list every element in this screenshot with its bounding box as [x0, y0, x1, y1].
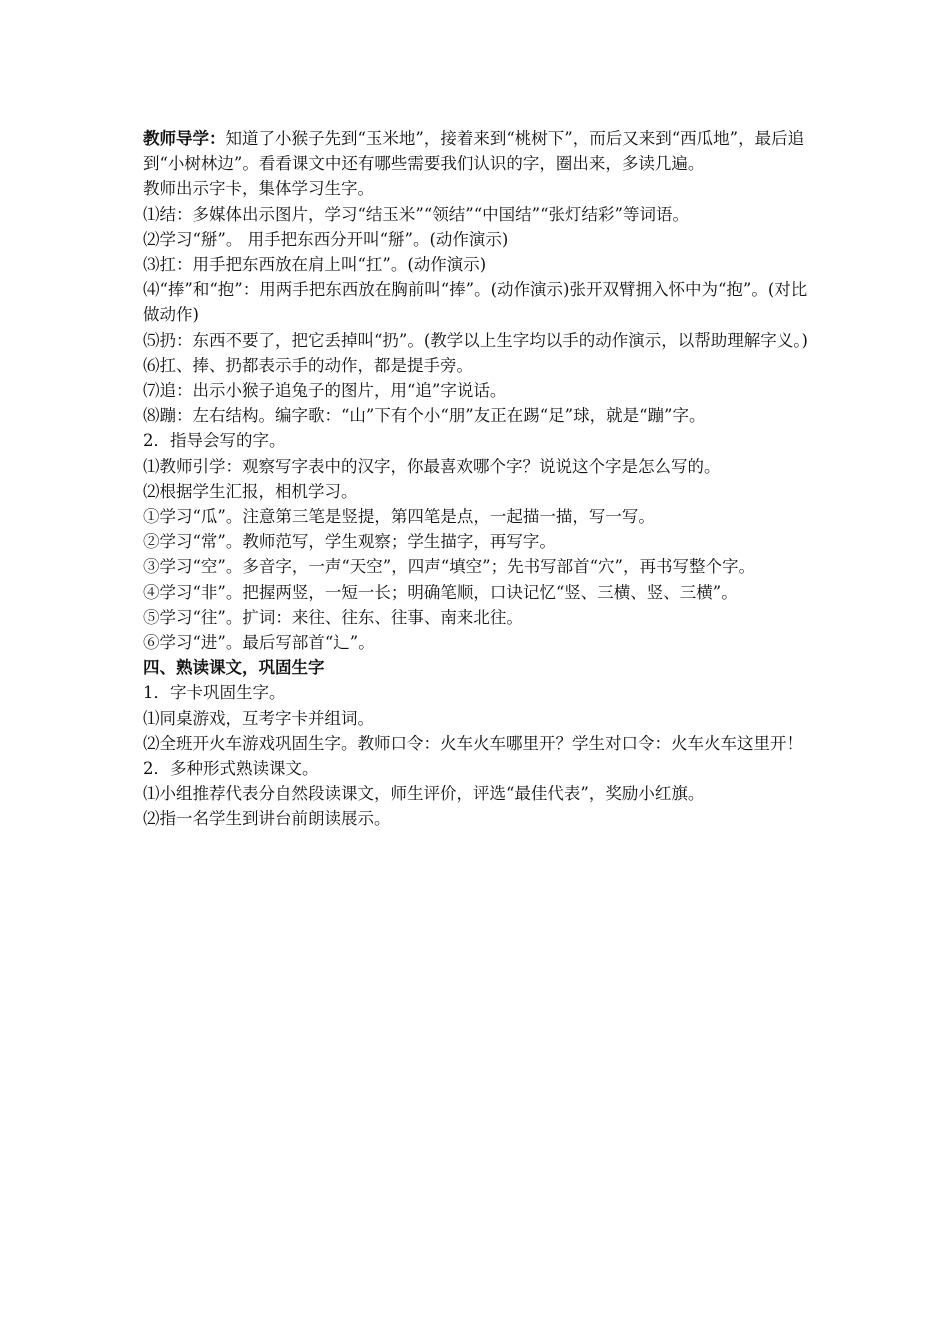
text-line: ⑹扛、捧、扔都表示手的动作，都是提手旁。 — [143, 355, 473, 375]
intro-text: 知道了小猴子先到“玉米地”，接着来到“桃树下”，而后又来到“西瓜地”，最后追到“小树林边”。看看课文中还有哪些需要我们认识的字，圈出来，多读几遍。 — [143, 129, 805, 174]
text-line: ⑴教师引学：观察写字表中的汉字，你最喜欢哪个字？说说这个字是怎么写的。 — [143, 456, 721, 476]
text-line: ⑶扛：用手把东西放在肩上叫“扛”。(动作演示) — [143, 255, 487, 275]
text-line: ④学习“非”。把握两竖，一短一长；明确笔顺，口诀记忆“竖、三横、竖、三横”。 — [143, 582, 738, 602]
text-line: ⑴小组推荐代表分自然段读课文，师生评价，评选“最佳代表”，奖励小红旗。 — [143, 784, 705, 804]
text-line: ⑴结：多媒体出示图片，学习“结玉米”“领结”“中国结”“张灯结彩”等词语。 — [143, 204, 689, 224]
text-line: 2．多种形式熟读课文。 — [143, 759, 319, 779]
text-line: ⑵学习“掰”。 用手把东西分开叫“掰”。(动作演示) — [143, 229, 509, 249]
text-line: ⑸扔：东西不要了，把它丢掉叫“扔”。(教学以上生字均以手的动作演示，以帮助理解字义。) — [143, 330, 808, 350]
text-line: ⑥学习“进”。最后写部首“辶”。 — [143, 633, 375, 653]
text-line: ⑤学习“往”。扩词：来往、往东、往事、南来北往。 — [143, 607, 523, 627]
text-line: ⑵指一名学生到讲台前朗读展示。 — [143, 809, 391, 829]
intro-lead: 教师导学： — [143, 129, 226, 148]
text-line: ⑵全班开火车游戏巩固生字。教师口令：火车火车哪里开？学生对口令：火车火车这里开！ — [143, 733, 803, 753]
text-line: ①学习“瓜”。注意第三笔是竖提，第四笔是点，一起描一描，写一写。 — [143, 507, 655, 527]
text-line: 1．字卡巩固生字。 — [143, 683, 286, 703]
section-heading: 四、熟读课文，巩固生字 — [143, 658, 325, 678]
text-line: ⑺追：出示小猴子追兔子的图片，用“追”字说话。 — [143, 381, 507, 401]
intro-paragraph — [143, 126, 823, 176]
text-line: 2．指导会写的字。 — [143, 431, 286, 451]
text-line: ②学习“常”。教师范写，学生观察；学生描字，再写字。 — [143, 532, 556, 552]
document-body — [143, 126, 823, 832]
text-line: ⑻蹦：左右结构。编字歌：“山”下有个小“朋”友正在踢“足”球，就是“蹦”字。 — [143, 406, 706, 426]
text-line: 教师出示字卡，集体学习生字。 — [143, 179, 374, 199]
text-line: ③学习“空”。多音字，一声“天空”，四声“填空”；先书写部首“穴”，再书写整个字。 — [143, 557, 755, 577]
text-line: ⑴同桌游戏，互考字卡并组词。 — [143, 708, 374, 728]
text-line: ⑵根据学生汇报，相机学习。 — [143, 481, 358, 501]
text-line: ⑷“捧”和“抱”：用两手把东西放在胸前叫“捧”。(动作演示)张开双臂拥入怀中为“抱”。(对比做动作) — [143, 280, 808, 325]
